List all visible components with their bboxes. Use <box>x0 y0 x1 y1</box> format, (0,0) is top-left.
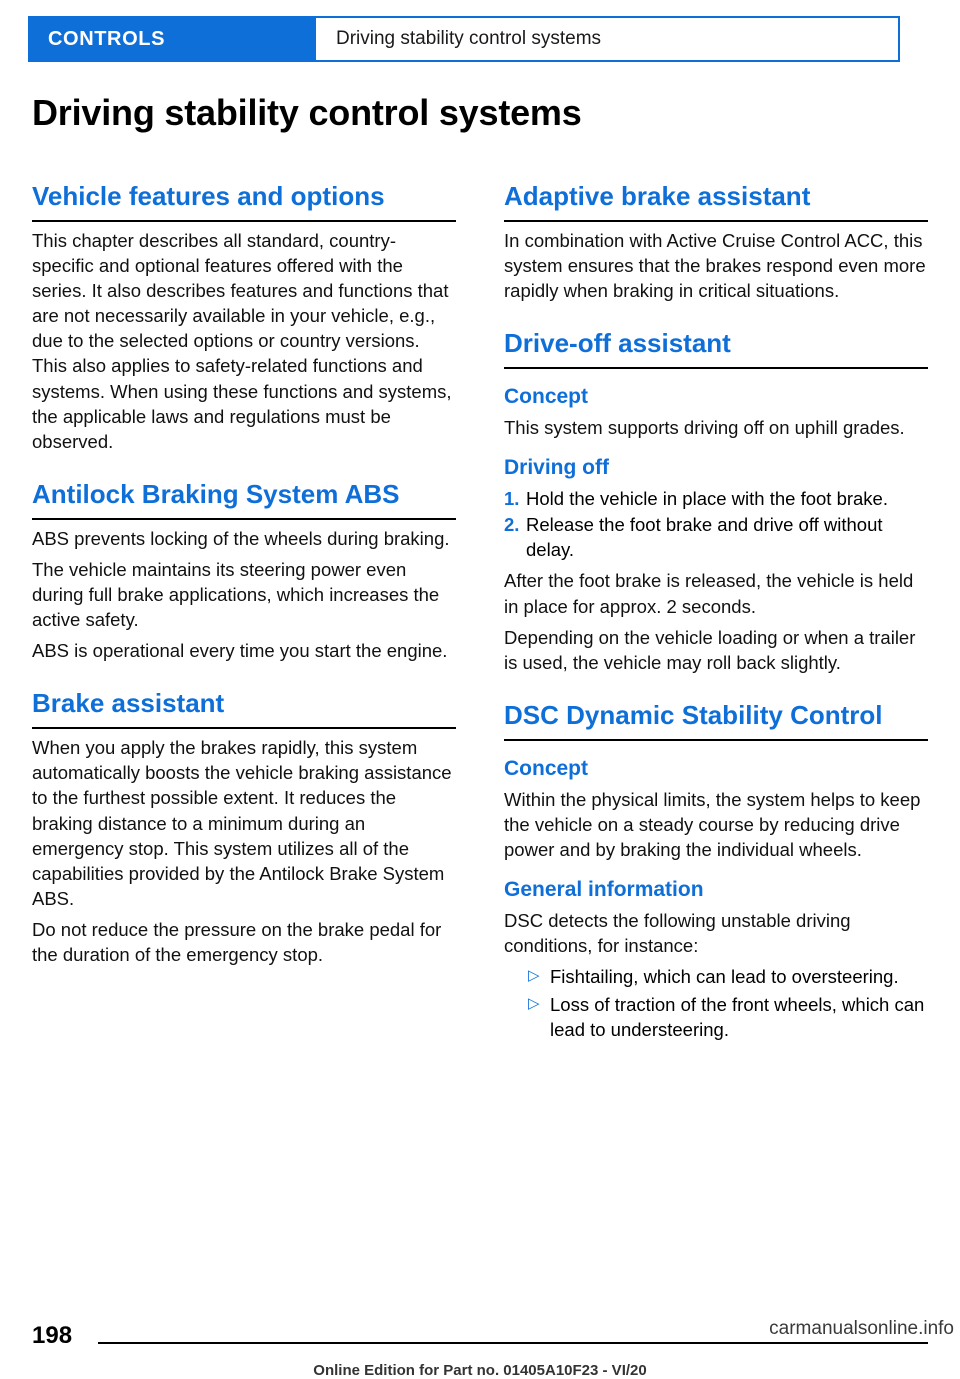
header-tab-controls-label: CONTROLS <box>48 27 166 50</box>
heading-drive-off-assistant: Drive-off assistant <box>504 329 928 369</box>
subheading-dsc-concept: Concept <box>504 756 588 780</box>
header-tab-section[interactable] <box>316 16 900 62</box>
heading-abs: Antilock Braking System ABS <box>32 480 456 520</box>
paragraph-drive-off-concept-1: This system supports driving off on uphill grades. <box>504 416 905 438</box>
list-item <box>504 964 928 989</box>
list-driving-off-steps <box>504 486 928 562</box>
watermark: carmanualsonline.info <box>769 1318 954 1339</box>
header-tab-controls[interactable] <box>28 16 316 62</box>
heading-vehicle-features: Vehicle features and options <box>32 182 456 222</box>
triangle-bullet-icon: ▷ <box>528 994 540 1012</box>
triangle-bullet-icon: ▷ <box>528 967 540 985</box>
page-header <box>28 16 900 62</box>
footer-note: Online Edition for Part no. 01405A10F23 - VI/20 <box>313 1362 647 1379</box>
spacer <box>504 675 928 701</box>
heading-brake-assistant: Brake assistant <box>32 689 456 729</box>
paragraph-adaptive-brake-assistant-1: In combination with Active Cruise Control ACC, this system ensures that the brakes respond even more rapidly when braking in critical situations. <box>504 229 926 301</box>
subheading-driving-off: Driving off <box>504 455 609 479</box>
list-item <box>504 512 928 562</box>
step-number: 2. <box>504 514 520 536</box>
list-item <box>504 486 928 511</box>
step-number: 1. <box>504 487 520 509</box>
paragraph-brake-assistant-1: When you apply the brakes rapidly, this system automatically boosts the vehicle braking assistance to the furthest possible extent. It reduces the braking distance to a minimum during an emergency stop. This system utilizes all of the capabilities provided by the Antilock Brake System ABS. <box>32 737 452 909</box>
page-number: 198 <box>32 1322 73 1349</box>
spacer <box>504 303 928 329</box>
step-text: Hold the vehicle in place with the foot brake. <box>526 487 888 509</box>
right-column <box>504 182 928 1044</box>
paragraph-dsc-concept-1: Within the physical limits, the system helps to keep the vehicle on a steady course by reducing drive power and by braking the individual wheels. <box>504 788 921 860</box>
page-body <box>32 182 928 1044</box>
paragraph-driving-off-1: After the foot brake is released, the vehicle is held in place for approx. 2 seconds. <box>504 570 914 617</box>
bullet-text: Fishtailing, which can lead to oversteering. <box>550 966 899 988</box>
spacer <box>32 454 456 480</box>
subheading-drive-off-concept: Concept <box>504 384 588 408</box>
paragraph-brake-assistant-2: Do not reduce the pressure on the brake pedal for the duration of the emergency stop. <box>32 919 442 966</box>
paragraph-abs-1: ABS prevents locking of the wheels during braking. <box>32 527 450 549</box>
spacer <box>32 663 456 689</box>
list-dsc-conditions <box>504 964 928 1041</box>
header-tab-section-label: Driving stability control systems <box>336 28 602 49</box>
heading-adaptive-brake-assistant: Adaptive brake assistant <box>504 182 928 222</box>
paragraph-abs-2: The vehicle maintains its steering power even during full brake applications, which increases the active safety. <box>32 558 440 631</box>
subheading-dsc-general-information: General information <box>504 878 704 902</box>
page-title: Driving stability control systems <box>32 92 582 133</box>
bullet-text: Loss of traction of the front wheels, which can lead to understeering. <box>550 993 925 1040</box>
list-item <box>504 992 928 1042</box>
step-text: Release the foot brake and drive off without delay. <box>526 514 883 561</box>
paragraph-vehicle-features-1: This chapter describes all standard, country-specific and optional features offered with the series. It also describes features and functions that are not necessarily available in your vehicle, e.g., due to the selected options or country versions. This also applies to safety-related functions and systems. When using these functions and systems, the applicable laws and regulations must be observed. <box>32 229 452 452</box>
paragraph-abs-3: ABS is operational every time you start the engine. <box>32 640 448 662</box>
paragraph-dsc-general-1: DSC detects the following unstable driving conditions, for instance: <box>504 910 851 957</box>
footer-divider <box>98 1342 928 1344</box>
paragraph-driving-off-2: Depending on the vehicle loading or when a trailer is used, the vehicle may roll back slightly. <box>504 626 916 673</box>
left-column <box>32 182 456 1044</box>
heading-dsc: DSC Dynamic Stability Control <box>504 701 928 741</box>
